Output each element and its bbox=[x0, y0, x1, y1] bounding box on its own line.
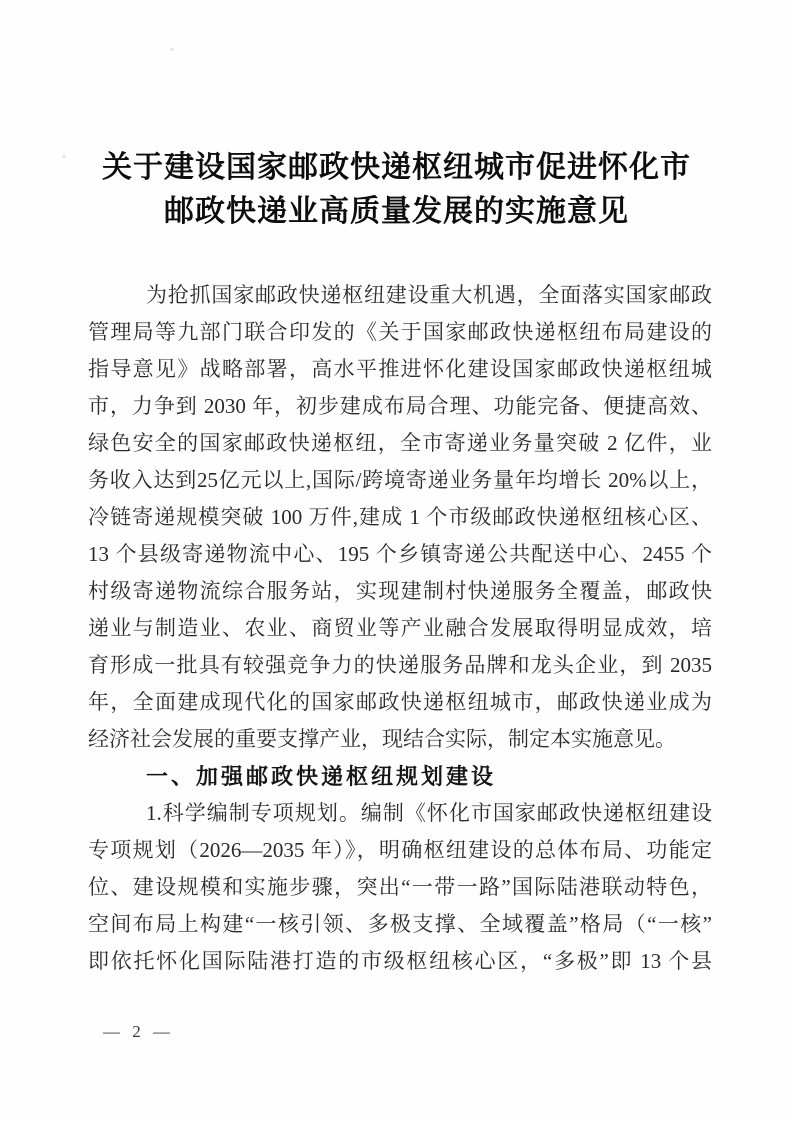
body-line: 1.科学编制专项规划。编制《怀化市国家邮政快递枢纽建设 bbox=[146, 801, 712, 825]
body-line: 村级寄递物流综合服务站，实现建制村快递服务全覆盖，邮政快 bbox=[88, 579, 712, 603]
body-line: 年，全面建成现代化的国家邮政快递枢纽城市，邮政快递业成为 bbox=[88, 690, 712, 714]
page-number: — 2 — bbox=[103, 1022, 174, 1041]
body-line: 为抢抓国家邮政快递枢纽建设重大机遇，全面落实国家邮政 bbox=[146, 283, 712, 307]
body-line: 冷链寄递规模突破 100 万件,建成 1 个市级邮政快递枢纽核心区、 bbox=[88, 505, 712, 529]
body-line: 管理局等九部门联合印发的《关于国家邮政快递枢纽布局建设的 bbox=[88, 320, 712, 344]
body-line: 务收入达到25亿元以上,国际/跨境寄递业务量年均增长 20%以上， bbox=[88, 468, 712, 492]
body-line: 位、建设规模和实施步骤，突出“一带一路”国际陆港联动特色， bbox=[88, 875, 712, 899]
body-line: 即依托怀化国际陆港打造的市级枢纽核心区，“多极”即 13 个县 bbox=[88, 949, 712, 973]
body-line: 市，力争到 2030 年，初步建成布局合理、功能完备、便捷高效、 bbox=[88, 394, 712, 418]
document-title bbox=[0, 146, 793, 234]
scan-artifact bbox=[170, 48, 174, 51]
body-line: 绿色安全的国家邮政快递枢纽，全市寄递业务量突破 2 亿件，业 bbox=[88, 431, 712, 455]
body-line: 递业与制造业、农业、商贸业等产业融合发展取得明显成效，培 bbox=[88, 616, 712, 640]
body-line: 经济社会发展的重要支撑产业，现结合实际，制定本实施意见。 bbox=[88, 727, 676, 751]
body-line: 空间布局上构建“一核引领、多极支撑、全域覆盖”格局（“一核” bbox=[88, 912, 712, 936]
title-line-2: 邮政快递业高质量发展的实施意见 bbox=[164, 195, 629, 228]
document-body bbox=[88, 277, 712, 980]
body-line: 专项规划（2026—2035 年）》，明确枢纽建设的总体布局、功能定 bbox=[88, 838, 712, 862]
title-line-1: 关于建设国家邮政快递枢纽城市促进怀化市 bbox=[102, 151, 691, 184]
section-heading: 一、加强邮政快递枢纽规划建设 bbox=[146, 764, 497, 789]
body-line: 育形成一批具有较强竞争力的快递服务品牌和龙头企业，到 2035 bbox=[88, 653, 712, 677]
body-line: 13 个县级寄递物流中心、195 个乡镇寄递公共配送中心、2455 个 bbox=[88, 542, 712, 566]
body-line: 指导意见》战略部署，高水平推进怀化建设国家邮政快递枢纽城 bbox=[88, 357, 712, 381]
